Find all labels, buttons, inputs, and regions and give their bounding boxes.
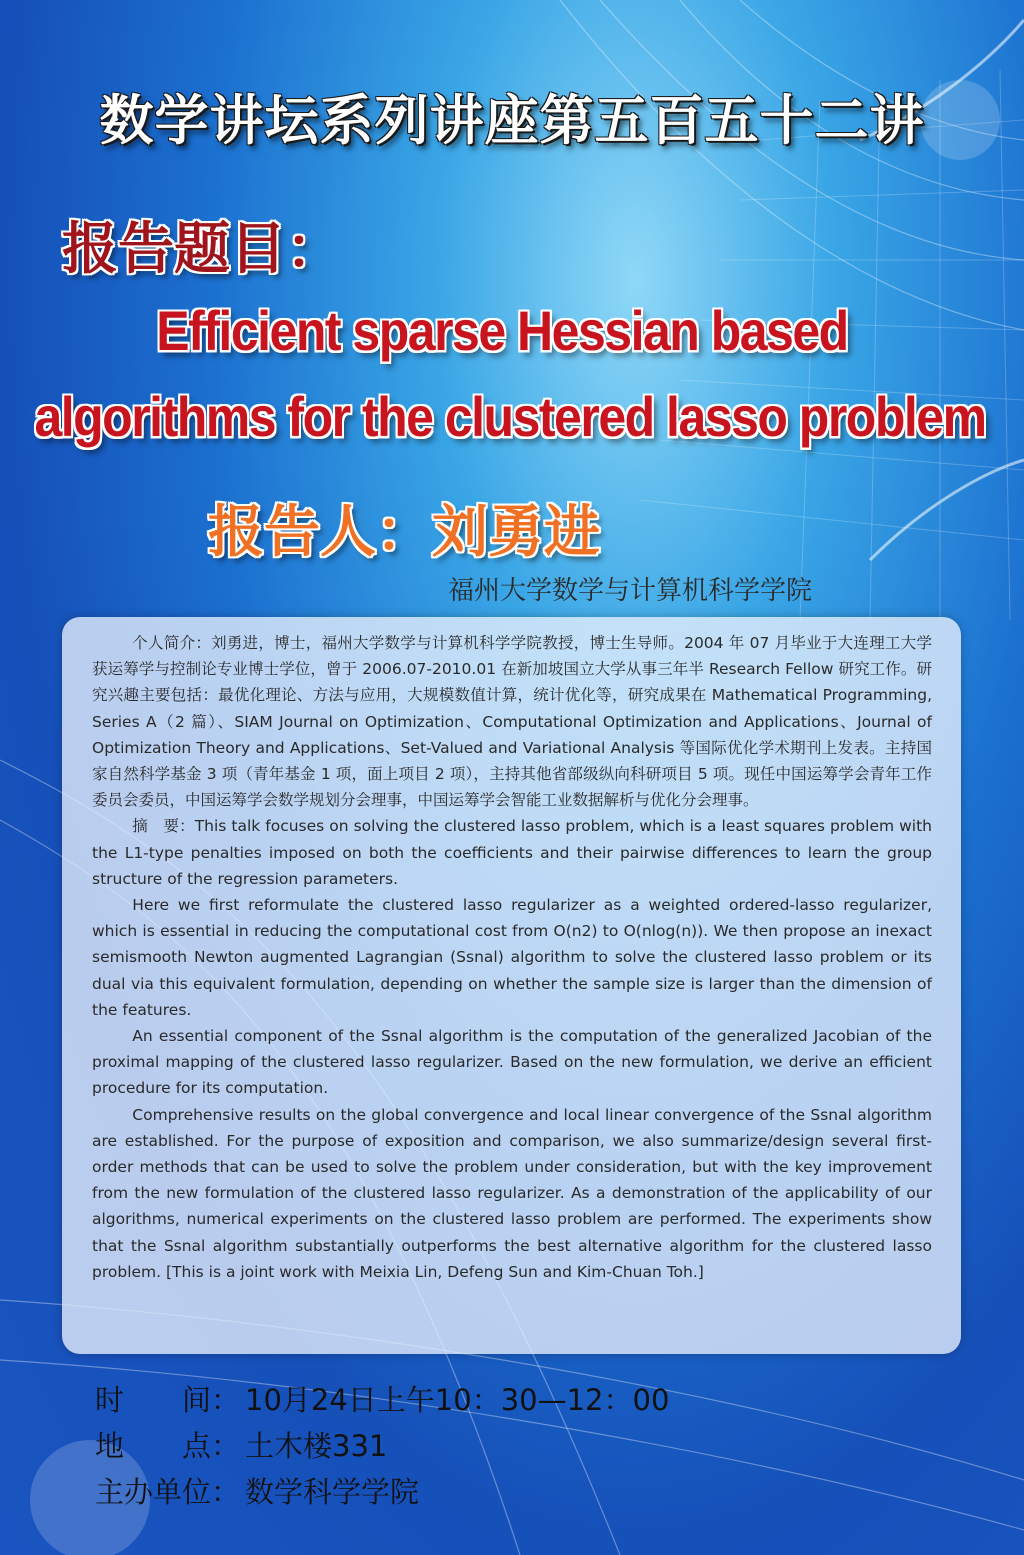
abstract-text bbox=[92, 630, 932, 1285]
time-label: 时 间： bbox=[95, 1383, 241, 1417]
abstract-paragraph: An essential component of the Ssnal algorithm is the computation of the generalized Jacobian of the proximal mapping of the clustered lasso regularizer. Based on the new formulation, we derive an efficient procedure for its computation. bbox=[92, 1027, 932, 1098]
speaker-affiliation: 福州大学数学与计算机科学学院 bbox=[448, 576, 813, 606]
host-label: 主办单位： bbox=[95, 1475, 241, 1509]
info-host bbox=[95, 1470, 419, 1511]
host-value: 数学科学学院 bbox=[245, 1475, 420, 1509]
speaker-name: 报告人：刘勇进 bbox=[208, 499, 600, 565]
topic-label: 报告题目： bbox=[62, 217, 342, 282]
abstract-panel bbox=[62, 617, 961, 1354]
talk-title-line2: algorithms for the clustered lasso problem bbox=[34, 385, 986, 449]
talk-title-line1: Efficient sparse Hessian based bbox=[156, 299, 848, 363]
info-place bbox=[95, 1424, 387, 1465]
place-label: 地 点： bbox=[95, 1429, 241, 1463]
time-value: 10月24日上午10：30—12：00 bbox=[245, 1383, 670, 1417]
abstract-paragraph: 摘 要：This talk focuses on solving the clustered lasso problem, which is a least squares problem with the L1-type penalties imposed on both the coefficients and their pairwise differences to learn the group structure of the regression parameters. bbox=[92, 817, 932, 888]
info-time bbox=[95, 1378, 669, 1419]
bio-paragraph: 个人简介：刘勇进，博士，福州大学数学与计算机科学学院教授，博士生导师。2004 年 07 月毕业于大连理工大学获运筹学与控制论专业博士学位，曾于 2006.07-2010.01 在新加坡国立大学从事三年半 Research Fellow 研究工作。研究兴趣主要包括：最优化理论、方法与应用，大规模数值计算，统计优化等，研究成果在 Mathematical Programming, Series A（2 篇）、SIAM Journal on Optimization、Computational Optimization and Applications、Journal of Optimization Theory and Applications、Set-Valued and Variational Analysis 等国际优化学术期刊上发表。主持国家自然科学基金 3 项（青年基金 1 项，面上项目 2 项），主持其他省部级纵向科研项目 5 项。现任中国运筹学会青年工作委员会委员，中国运筹学会数学规划分会理事，中国运筹学会智能工业数据解析与优化分会理事。 bbox=[92, 634, 932, 810]
abstract-paragraph: Comprehensive results on the global convergence and local linear convergence of the Ssnal algorithm are established. For the purpose of exposition and comparison, we also summarize/design several first-order methods that can be used to solve the problem under consideration, but with the key improvement from the new formulation of the clustered lasso regularizer. As a demonstration of the applicability of our algorithms, numerical experiments on the clustered lasso problem are performed. The experiments show that the Ssnal algorithm substantially outperforms the best alternative algorithm for the clustered lasso problem. [This is a joint work with Meixia Lin, Defeng Sun and Kim-Chuan Toh.] bbox=[92, 1105, 932, 1281]
series-title: 数学讲坛系列讲座第五百五十二讲 bbox=[99, 88, 925, 152]
place-value: 土木楼331 bbox=[245, 1429, 388, 1463]
abstract-paragraph: Here we first reformulate the clustered lasso regularizer as a weighted ordered-lasso regularizer, which is essential in reducing the computational cost from O(n2) to O(nlog(n)). We then propose an inexact semismooth Newton augmented Lagrangian (Ssnal) algorithm to solve the clustered lasso problem or its dual via this equivalent formulation, depending on whether the sample size is larger than the dimension of the features. bbox=[92, 896, 932, 1019]
